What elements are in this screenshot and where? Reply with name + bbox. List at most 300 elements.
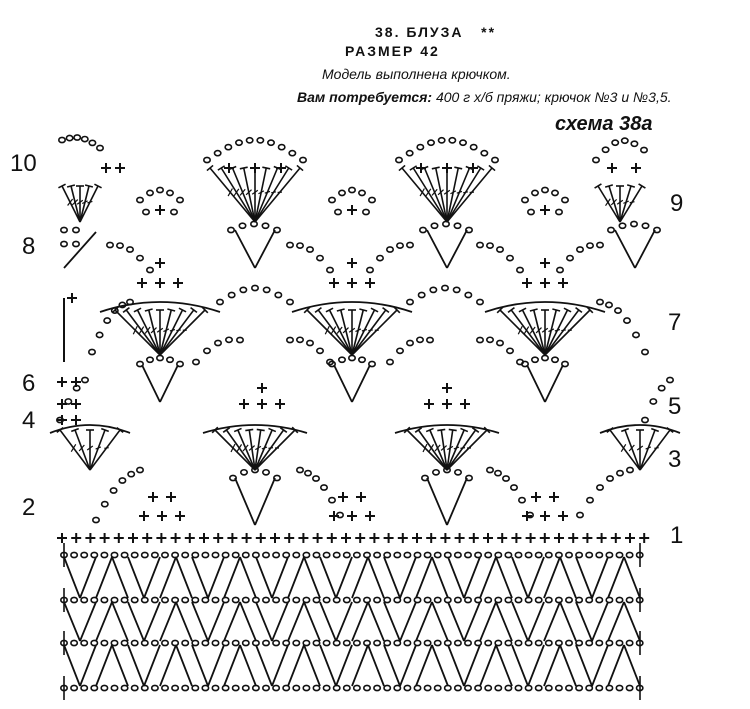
chain-stitch [435, 597, 441, 602]
chain-arch-line [224, 557, 240, 598]
chain-stitch [283, 685, 289, 690]
v-stitch [427, 230, 447, 268]
double-crochet [243, 445, 248, 451]
chain-arch-line [576, 602, 592, 641]
double-crochet [90, 430, 105, 470]
chain-stitch [626, 640, 632, 645]
chain-stitch [367, 267, 373, 272]
chain-arch-line [288, 602, 304, 641]
chain-stitch [525, 552, 531, 557]
chain-stitch [354, 640, 360, 645]
chain-arch-line [96, 557, 112, 598]
double-crochet [240, 189, 245, 195]
chain-stitch [394, 597, 400, 602]
chain-stitch [492, 157, 498, 162]
chain-stitch [101, 552, 107, 557]
chain-stitch [152, 552, 158, 557]
chain-stitch [475, 597, 481, 602]
chain-arch-line [256, 602, 272, 641]
chain-stitch [414, 685, 420, 690]
chain-stitch [73, 227, 79, 232]
chain-arch-line [448, 645, 464, 686]
chain-stitch [546, 597, 552, 602]
chain-stitch [162, 640, 168, 645]
chain-arch-line [208, 645, 224, 686]
chain-arch-line [592, 645, 608, 686]
chain-stitch [61, 241, 67, 246]
chain-stitch [406, 151, 412, 156]
chain-arch-line [544, 645, 560, 686]
chain-stitch [374, 597, 380, 602]
chain-stitch [404, 685, 410, 690]
chain-stitch [313, 476, 319, 481]
double-crochet [262, 167, 270, 169]
chain-stitch [556, 685, 562, 690]
chain-stitch [137, 361, 143, 366]
double-crochet [545, 310, 568, 355]
chain-stitch [132, 685, 138, 690]
chain-stitch [204, 348, 210, 353]
chain-arch-line [304, 645, 320, 686]
chain-arch-line [256, 557, 272, 598]
v-stitch [352, 365, 370, 402]
chain-arch-line [80, 645, 96, 686]
chain-stitch [287, 299, 293, 304]
chain-stitch [273, 685, 279, 690]
chain-stitch [359, 190, 365, 195]
chain-arch-line [336, 557, 352, 598]
chain-arch-line [304, 557, 320, 598]
chain-stitch [111, 640, 117, 645]
double-crochet [231, 444, 235, 452]
chain-stitch [631, 221, 637, 226]
chain-stitch [152, 685, 158, 690]
chain-stitch [82, 136, 88, 141]
chain-arch-line [256, 645, 272, 686]
chain-stitch [556, 552, 562, 557]
double-crochet [337, 309, 345, 311]
double-crochet [268, 448, 273, 449]
chain-stitch [495, 685, 501, 690]
chain-stitch [593, 157, 599, 162]
chain-arch-line [208, 602, 224, 641]
chain-stitch [162, 685, 168, 690]
double-crochet [71, 186, 80, 222]
chain-stitch [485, 597, 491, 602]
chain-stitch [465, 552, 471, 557]
chain-stitch [515, 640, 521, 645]
chain-stitch [132, 640, 138, 645]
chain-stitch [243, 640, 249, 645]
chain-arch-line [592, 557, 608, 598]
chain-stitch [111, 597, 117, 602]
chain-stitch [396, 157, 402, 162]
chain-arch-line [240, 645, 256, 686]
chain-stitch [121, 685, 127, 690]
double-crochet [447, 430, 487, 470]
chain-stitch [465, 292, 471, 297]
double-crochet [233, 168, 256, 222]
chain-stitch [485, 685, 491, 690]
row-number-9: 9 [670, 190, 684, 217]
chain-stitch [622, 138, 628, 143]
row-number-3: 3 [668, 446, 682, 473]
chain-stitch [606, 302, 612, 307]
chain-stitch [404, 597, 410, 602]
chain-stitch [96, 332, 102, 337]
chain-stitch [566, 640, 572, 645]
chain-arch-line [496, 557, 512, 598]
double-crochet [598, 186, 620, 222]
chain-stitch [143, 209, 149, 214]
chain-stitch [442, 285, 448, 290]
chain-stitch [495, 471, 501, 476]
chain-stitch [528, 209, 534, 214]
chain-stitch [101, 597, 107, 602]
chain-stitch [612, 140, 618, 145]
chain-stitch [307, 340, 313, 345]
chain-stitch [152, 640, 158, 645]
chain-arch-line [128, 557, 144, 598]
v-stitch [142, 365, 160, 402]
chain-stitch [212, 597, 218, 602]
chain-arch-line [144, 557, 160, 598]
chain-stitch [364, 685, 370, 690]
chain-stitch [71, 685, 77, 690]
chain-stitch [349, 187, 355, 192]
chain-arch-line [480, 557, 496, 598]
chain-arch-line [96, 645, 112, 686]
chain-stitch [110, 488, 116, 493]
v-stitch [427, 478, 447, 525]
chain-stitch [192, 640, 198, 645]
double-crochet [545, 310, 590, 355]
chain-stitch [641, 147, 647, 152]
chain-arch-line [352, 645, 368, 686]
chain-stitch [475, 640, 481, 645]
chain-stitch [624, 318, 630, 323]
chain-arch-line [576, 557, 592, 598]
chain-stitch [428, 140, 434, 145]
chain-stitch [577, 247, 583, 252]
chain-stitch [273, 640, 279, 645]
chain-arch-line [160, 557, 176, 598]
double-crochet [425, 168, 448, 222]
chain-stitch [616, 640, 622, 645]
chain-stitch [74, 135, 80, 140]
chain-stitch [546, 685, 552, 690]
row-number-2: 2 [22, 494, 36, 521]
double-crochet [240, 167, 248, 169]
chain-stitch [511, 485, 517, 490]
chain-stitch [246, 138, 252, 143]
chain-stitch [507, 255, 513, 260]
double-crochet [80, 186, 89, 222]
chain-arch-line [304, 602, 320, 641]
chain-arch-line [336, 602, 352, 641]
chain-arch-line [176, 557, 192, 598]
chain-stitch [407, 299, 413, 304]
chain-stitch [377, 255, 383, 260]
chain-stitch [243, 685, 249, 690]
chain-stitch [404, 640, 410, 645]
chain-stitch [162, 597, 168, 602]
chain-arch-line [416, 645, 432, 686]
chain-stitch [101, 640, 107, 645]
chain-stitch [239, 223, 245, 228]
shell-arc [395, 425, 499, 433]
chain-stitch [297, 243, 303, 248]
chain-stitch [369, 361, 375, 366]
chain-stitch [435, 685, 441, 690]
chain-stitch [577, 512, 583, 517]
chain-stitch [111, 552, 117, 557]
chain-stitch [147, 267, 153, 272]
chain-arch-line [80, 602, 96, 641]
chain-stitch [566, 685, 572, 690]
chain-stitch [236, 140, 242, 145]
chain-stitch [323, 640, 329, 645]
chain-stitch [418, 292, 424, 297]
chain-stitch [507, 348, 513, 353]
double-crochet [255, 430, 295, 470]
chain-stitch [167, 357, 173, 362]
chain-stitch [137, 255, 143, 260]
double-crochet [67, 185, 75, 187]
chain-stitch [627, 467, 633, 472]
chain-stitch [89, 140, 95, 145]
chain-stitch [642, 349, 648, 354]
double-crochet [555, 330, 560, 331]
double-crochet [167, 309, 175, 311]
chain-stitch [214, 151, 220, 156]
chain-stitch [192, 597, 198, 602]
chain-stitch [364, 640, 370, 645]
chain-stitch [263, 597, 269, 602]
chain-stitch [359, 357, 365, 362]
chain-stitch [465, 597, 471, 602]
chain-arch-line [496, 602, 512, 641]
description-text: Модель выполнена крючком. [322, 66, 511, 82]
chain-stitch [536, 640, 542, 645]
chain-arch-line [512, 602, 528, 641]
row-number-4: 4 [22, 407, 36, 434]
chain-stitch [455, 552, 461, 557]
chain-stitch [303, 685, 309, 690]
chain-stitch [587, 498, 593, 503]
double-crochet [176, 330, 180, 331]
double-crochet [460, 448, 465, 449]
double-crochet [432, 167, 440, 169]
chain-stitch [323, 597, 329, 602]
chain-stitch [137, 467, 143, 472]
chain-stitch [157, 355, 163, 360]
v-stitch [64, 232, 96, 268]
v-stitch [255, 478, 275, 525]
chain-stitch [263, 685, 269, 690]
chain-arch-line [432, 602, 448, 641]
chain-stitch [107, 242, 113, 247]
chain-stitch [438, 138, 444, 143]
chain-stitch [127, 299, 133, 304]
chain-stitch [212, 640, 218, 645]
double-crochet [463, 192, 468, 193]
double-crochet [640, 430, 670, 470]
chain-stitch [323, 552, 329, 557]
chain-arch-line [544, 557, 560, 598]
chain-stitch [202, 640, 208, 645]
chain-stitch [225, 145, 231, 150]
chain-stitch [228, 227, 234, 232]
chain-stitch [93, 517, 99, 522]
chain-arch-line [608, 645, 624, 686]
chain-stitch [354, 597, 360, 602]
double-crochet [620, 186, 642, 222]
chain-stitch [449, 138, 455, 143]
chain-arch-line [416, 602, 432, 641]
double-crochet [115, 310, 160, 355]
chain-arch-line [192, 645, 208, 686]
chain-stitch [177, 197, 183, 202]
chain-stitch [427, 337, 433, 342]
chain-arch-line [400, 557, 416, 598]
chain-stitch [321, 485, 327, 490]
double-crochet [133, 326, 137, 334]
v-stitch [235, 478, 255, 525]
chain-arch-line [512, 557, 528, 598]
chain-arch-line [320, 557, 336, 598]
double-crochet [245, 429, 253, 430]
chain-stitch [596, 640, 602, 645]
chain-arch-line [352, 557, 368, 598]
chain-arch-line [176, 602, 192, 641]
chain-stitch [633, 332, 639, 337]
chain-stitch [202, 597, 208, 602]
chain-stitch [297, 467, 303, 472]
chain-stitch [243, 552, 249, 557]
chain-stitch [344, 552, 350, 557]
chain-stitch [307, 247, 313, 252]
chain-stitch [556, 209, 562, 214]
title-text: 38. БЛУЗА [375, 24, 464, 40]
v-stitch [527, 365, 545, 402]
chain-stitch [597, 485, 603, 490]
chain-stitch [300, 157, 306, 162]
v-stitch [447, 478, 467, 525]
chain-stitch [287, 242, 293, 247]
chain-stitch [650, 399, 656, 404]
chain-stitch [172, 640, 178, 645]
chain-stitch [253, 685, 259, 690]
chain-stitch [81, 597, 87, 602]
chain-stitch [73, 241, 79, 246]
chain-arch-line [560, 557, 576, 598]
chain-stitch [157, 187, 163, 192]
double-crochet [210, 168, 255, 222]
chain-stitch [536, 685, 542, 690]
chain-stitch [566, 552, 572, 557]
double-crochet [255, 168, 278, 222]
chain-stitch [363, 209, 369, 214]
chain-stitch [407, 340, 413, 345]
double-crochet [627, 185, 635, 187]
chain-stitch [293, 685, 299, 690]
chain-stitch [465, 640, 471, 645]
chain-stitch [233, 685, 239, 690]
chain-arch-line [112, 557, 128, 598]
chain-arch-line [480, 602, 496, 641]
chain-stitch [204, 157, 210, 162]
chain-stitch [455, 470, 461, 475]
chain-arch-line [544, 602, 560, 641]
chain-stitch [329, 197, 335, 202]
chain-stitch [445, 552, 451, 557]
chain-stitch [283, 597, 289, 602]
chain-arch-line [208, 557, 224, 598]
double-crochet [87, 201, 92, 202]
double-crochet [145, 309, 153, 311]
double-crochet [552, 309, 560, 311]
row-number-10: 10 [10, 150, 37, 177]
chain-stitch [104, 318, 110, 323]
requirements-text: 400 г х/б пряжи; крючок №3 и №3,5. [432, 89, 672, 105]
chain-stitch [615, 308, 621, 313]
double-crochet [160, 310, 183, 355]
chain-stitch [313, 597, 319, 602]
chain-stitch [81, 685, 87, 690]
chain-arch-line [560, 602, 576, 641]
double-crochet [160, 310, 205, 355]
double-crochet [432, 189, 437, 195]
chain-stitch [626, 552, 632, 557]
chain-stitch [147, 190, 153, 195]
double-crochet [402, 168, 447, 222]
double-crochet [80, 186, 98, 222]
chain-stitch [566, 597, 572, 602]
chain-stitch [626, 685, 632, 690]
chain-arch-line [624, 557, 640, 598]
chain-stitch [515, 597, 521, 602]
chain-stitch [278, 145, 284, 150]
chain-arch-line [160, 602, 176, 641]
chain-arch-line [448, 602, 464, 641]
chain-stitch [212, 552, 218, 557]
double-crochet [523, 310, 546, 355]
chain-stitch [616, 552, 622, 557]
chain-arch-line [368, 557, 384, 598]
chain-stitch [552, 190, 558, 195]
chain-stitch [374, 640, 380, 645]
double-crochet [437, 429, 445, 430]
chain-stitch [532, 357, 538, 362]
chain-stitch [192, 552, 198, 557]
chain-stitch [397, 348, 403, 353]
chain-stitch [470, 145, 476, 150]
double-crochet [605, 185, 613, 187]
double-crochet [85, 185, 93, 187]
chain-stitch [465, 685, 471, 690]
chain-arch-line [288, 645, 304, 686]
chain-stitch [233, 597, 239, 602]
chain-stitch [364, 597, 370, 602]
chain-stitch [586, 552, 592, 557]
chain-arch-line [608, 602, 624, 641]
chain-stitch [344, 597, 350, 602]
double-crochet [170, 330, 175, 331]
chain-stitch [475, 685, 481, 690]
double-crochet [654, 448, 658, 449]
chain-arch-line [576, 645, 592, 686]
